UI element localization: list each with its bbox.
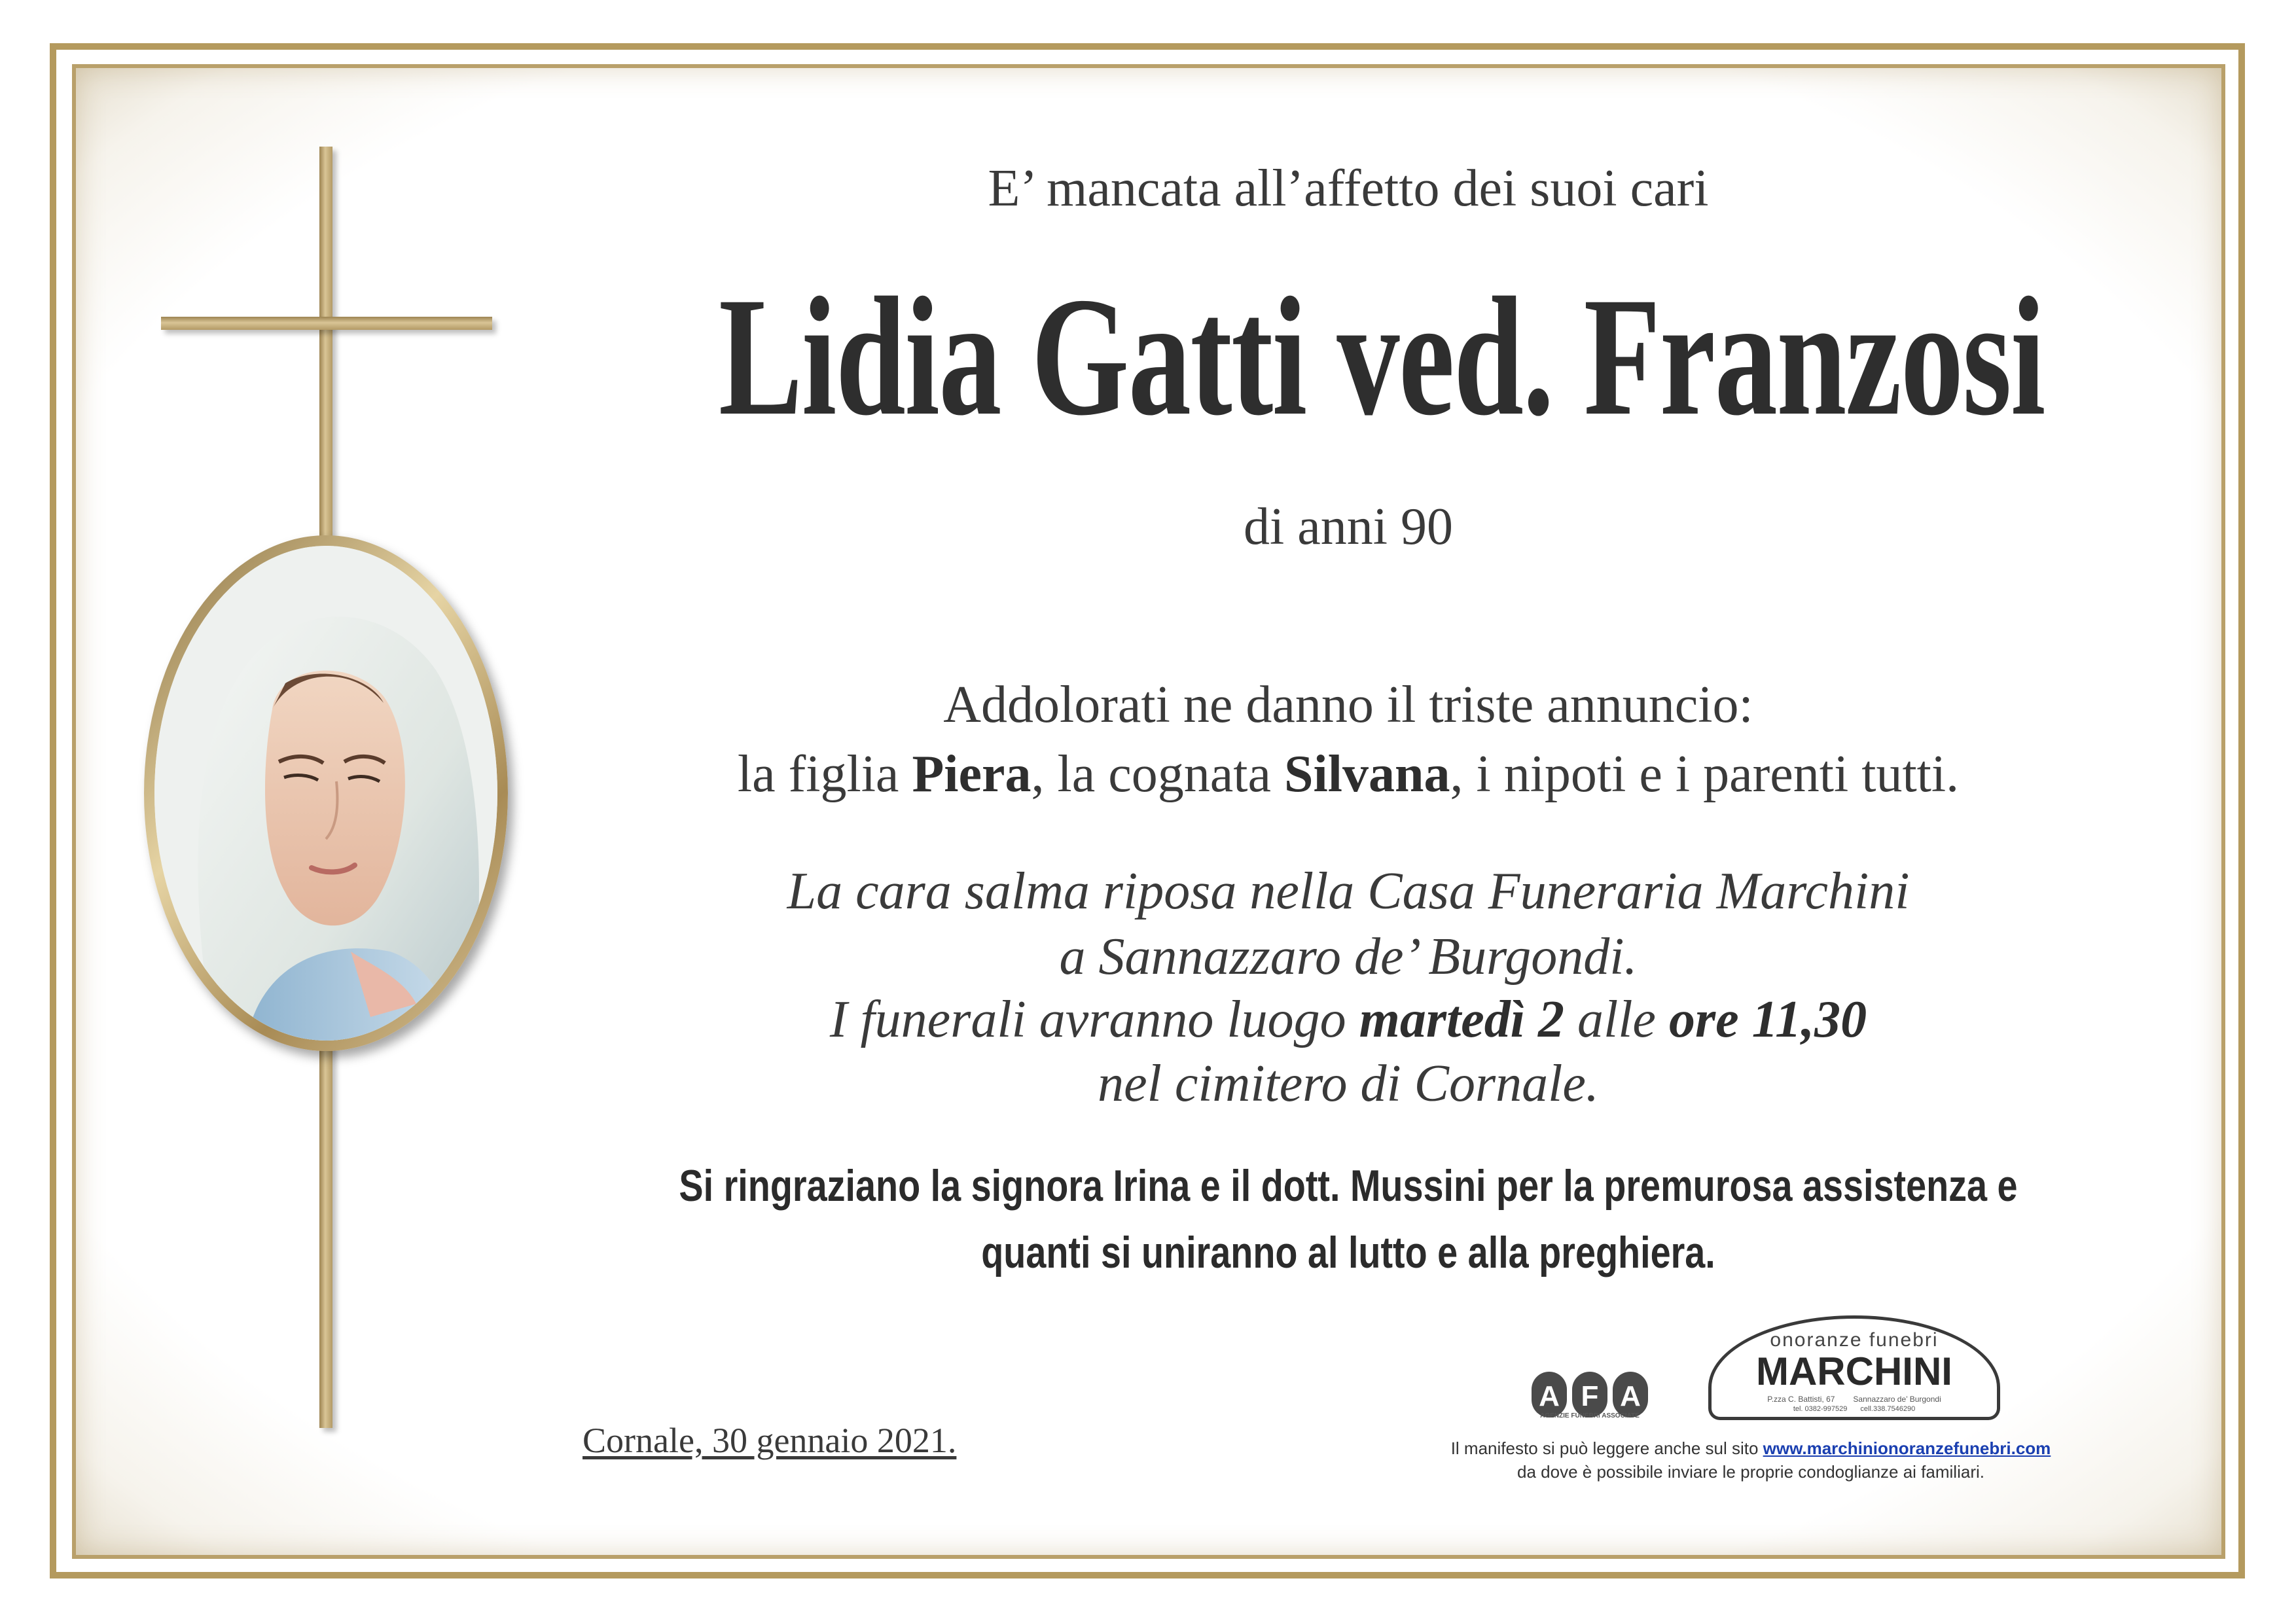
afa-logo-letter: F xyxy=(1581,1380,1599,1412)
marchini-address xyxy=(1712,1395,1997,1404)
arrangements-text-part: alle xyxy=(1564,991,1669,1048)
place-date: Cornale, 30 gennaio 2021. xyxy=(583,1421,957,1460)
afa-caption: AGENZIE FUNEBRI ASSOCIATE xyxy=(1540,1412,1640,1419)
marchini-phones xyxy=(1712,1405,1997,1413)
arrangements-line-1: La cara salma riposa nella Casa Funeraria Marchini xyxy=(787,863,1910,920)
footer-line-1 xyxy=(1407,1437,2094,1459)
funeral-time: ore 11,30 xyxy=(1668,991,1867,1048)
footer-line-2: da dove è possibile inviare le proprie condoglianze ai familiari. xyxy=(1517,1462,1984,1482)
marchini-tel: tel. 0382-997529 xyxy=(1793,1405,1848,1413)
family-text-part: , i nipoti e i parenti tutti. xyxy=(1450,745,1960,803)
family-text-part: la figlia xyxy=(737,745,912,803)
arrangements-line-3 xyxy=(497,987,2199,1052)
family-line xyxy=(497,738,2199,810)
marchini-subtitle: onoranze funebri xyxy=(1770,1329,1939,1351)
thanks-line-1: Si ringraziano la signora Irina e il dott. Mussini per la premurosa assistenza e xyxy=(679,1161,2018,1211)
afa-logo-letter: A xyxy=(1620,1380,1641,1412)
arrangements-text-part: I funerali avranno luogo xyxy=(829,991,1359,1048)
website-link[interactable]: www.marchinionoranzefunebri.com xyxy=(1763,1438,2051,1458)
funeral-day: martedì 2 xyxy=(1359,991,1564,1048)
marchini-cell: cell.338.7546290 xyxy=(1860,1405,1916,1413)
madonna-medallion xyxy=(144,535,508,1051)
arrangements-line-4: nel cimitero di Cornale. xyxy=(1098,1055,1599,1113)
deceased-name: Lidia Gatti ved. Franzosi xyxy=(719,262,2045,451)
announcement-text: Addolorati ne danno il triste annuncio: xyxy=(943,676,1753,734)
arrangements-line-2: a Sannazzaro de’ Burgondi. xyxy=(1059,928,1638,986)
marchini-logo xyxy=(1708,1315,2000,1420)
madonna-portrait-image xyxy=(154,546,497,1041)
thanks-line-2: quanti si uniranno al lutto e alla preghiera. xyxy=(981,1228,1715,1277)
marchini-street: P.zza C. Battisti, 67 xyxy=(1767,1395,1835,1404)
afa-logo-letter: A xyxy=(1539,1380,1560,1412)
age-text: di anni 90 xyxy=(1244,498,1453,556)
marchini-name: MARCHINI xyxy=(1756,1349,1952,1393)
intro-text: E’ mancata all’affetto dei suoi cari xyxy=(988,160,1709,217)
footer-text: Il manifesto si può leggere anche sul sito xyxy=(1450,1438,1763,1458)
marchini-town: Sannazzaro de’ Burgondi xyxy=(1853,1395,1941,1404)
daughter-name: Piera xyxy=(912,745,1031,803)
sister-in-law-name: Silvana xyxy=(1284,745,1450,803)
cross-icon-horizontal xyxy=(161,317,492,330)
family-text-part: , la cognata xyxy=(1031,745,1285,803)
